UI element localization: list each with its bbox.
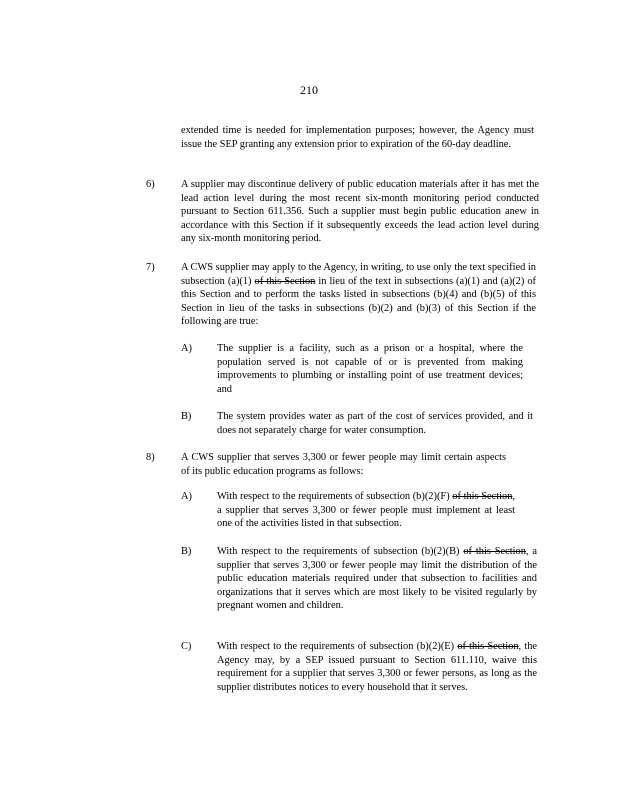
item-8c-text-part-2: , the Agency may, by a SEP issued pursuant to Section 611.110, waive this requirement for a supplier that serves 3,300 or fewer persons, as long as the supplier distributes notices to every household that it serves. bbox=[217, 641, 538, 693]
item-8-text: A CWS supplier that serves 3,300 or fewer people may limit certain aspects of its public education programs as follows: bbox=[181, 452, 506, 477]
item-7-text bbox=[181, 261, 536, 329]
item-8a-label: A) bbox=[181, 491, 192, 502]
item-8c-text bbox=[217, 640, 537, 694]
item-7-text-part-1: A CWS supplier may apply to the Agency, in writing, to use only the text specified in subsection (a)(1) bbox=[181, 262, 536, 287]
item-8a-strikethrough: of this Section bbox=[452, 491, 513, 502]
item-7a-label: A) bbox=[181, 343, 192, 354]
item-8a-text-part-1: With respect to the requirements of subsection (b)(2)(F) bbox=[217, 491, 453, 502]
item-8a-text-part-2: , a supplier that serves 3,300 or fewer people must implement at least one of the activities listed in that subsection. bbox=[217, 491, 515, 530]
item-6-label: 6) bbox=[146, 179, 155, 190]
item-7-label: 7) bbox=[146, 262, 155, 273]
item-7b-text: The system provides water as part of the cost of services provided, and it does not separately charge for water consumption. bbox=[217, 411, 533, 436]
item-7-text-part-2: in lieu of the text in subsections (a)(1) and (a)(2) of this Section and to perform the tasks listed in subsections (b)(4) and (b)(5) of this Section in lieu of the tasks in subsections (b)(2) and (b)(3) of this Section if the following are true: bbox=[181, 275, 536, 328]
item-7a-text: The supplier is a facility, such as a prison or a hospital, where the population served is not capable of or is prevented from making improvements to plumbing or installing point of use treatment devices; and bbox=[217, 343, 523, 395]
page-number: 210 bbox=[300, 83, 318, 97]
item-8b-label: B) bbox=[181, 546, 192, 557]
item-7b-label: B) bbox=[181, 411, 192, 422]
item-8c-strikethrough: of this Section bbox=[457, 641, 519, 652]
item-8c-label: C) bbox=[181, 641, 192, 652]
item-8b-text bbox=[217, 545, 537, 613]
item-8b-text-part-2: , a supplier that serves 3,300 or fewer people may limit the distribution of the public education materials required under that subsection to facilities and organizations that it serves which are most likely to be visited regularly by pregnant women and children. bbox=[217, 546, 537, 612]
item-8b-strikethrough: of this Section bbox=[463, 546, 526, 557]
item-7-strikethrough: of this Section bbox=[254, 275, 316, 287]
item-8a-text bbox=[217, 490, 515, 531]
continued-paragraph: extended time is needed for implementation purposes; however, the Agency must issue the SEP granting any extension prior to expiration of the 60-day deadline. bbox=[181, 125, 534, 150]
item-8b-text-part-1: With respect to the requirements of subsection (b)(2)(B) bbox=[217, 546, 464, 557]
item-8c-text-part-1: With respect to the requirements of subsection (b)(2)(E) bbox=[217, 641, 458, 652]
item-6-text: A supplier may discontinue delivery of public education materials after it has met the lead action level during the most recent six-month monitoring period conducted pursuant to Section 611.356. Such a supplier must begin public education anew in accordance with this Section if it subsequently exceeds the lead action level during any six-month monitoring period. bbox=[181, 179, 539, 245]
item-8-label: 8) bbox=[146, 452, 155, 463]
